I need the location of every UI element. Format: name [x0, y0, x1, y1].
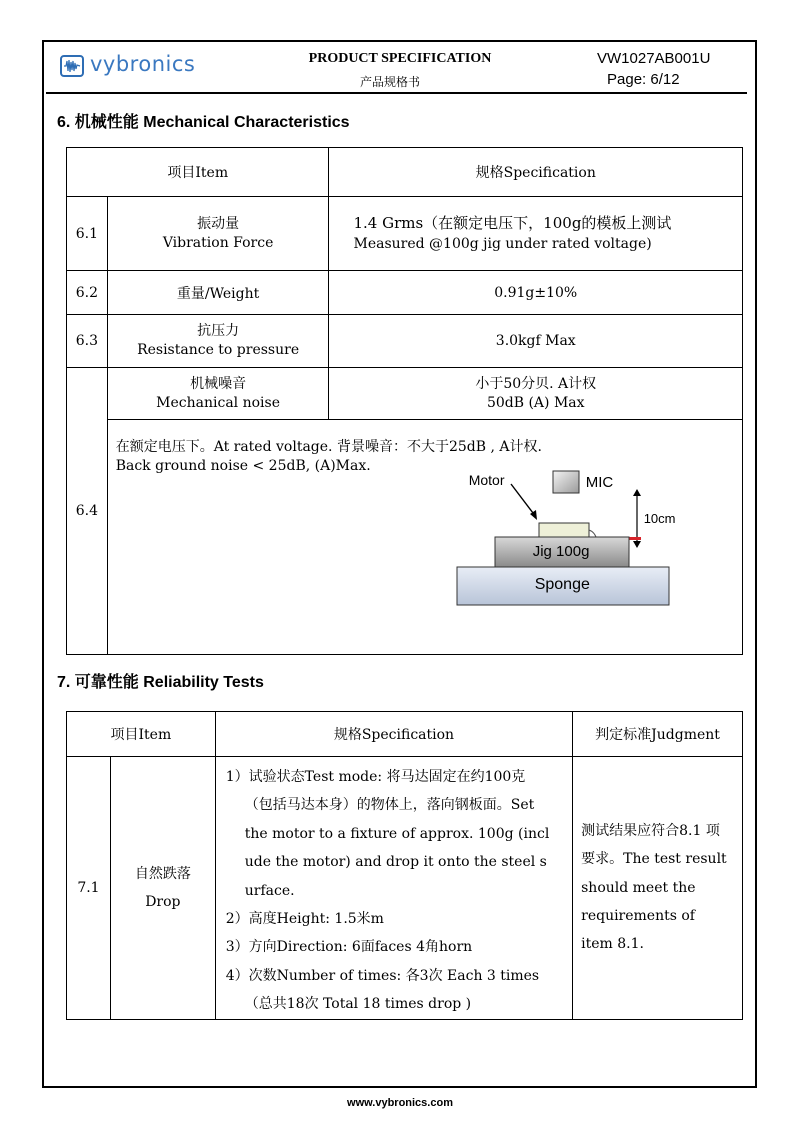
table-header-row: [67, 148, 743, 197]
logo-waveform-icon: [60, 55, 84, 77]
header-judgment: 判定标准Judgment: [573, 712, 743, 757]
item-cell: [107, 315, 329, 368]
row-number: 6.1: [67, 197, 108, 271]
item-en: Drop: [145, 893, 181, 910]
page-number: Page: 6/12: [607, 71, 680, 88]
mechanical-characteristics-table: [66, 147, 743, 655]
noise-test-diagram: [451, 470, 691, 635]
judgment-line: requirements of: [581, 908, 695, 925]
document-title-cn: 产品规格书: [359, 75, 420, 89]
drop-spec-cell: [215, 757, 572, 1020]
item-en: Mechanical noise: [156, 394, 280, 411]
row-number: 6.4: [67, 368, 108, 655]
sponge-label: Sponge: [534, 576, 590, 593]
spec-line: 3）方向Direction: 6面faces 4角horn: [225, 939, 473, 956]
distance-arrow-bottom: [633, 541, 641, 548]
row-number: 7.1: [67, 757, 111, 1020]
table-row: [67, 368, 743, 420]
vybronics-logo: [60, 52, 220, 79]
spec-line: ude the motor) and drop it onto the steel s: [244, 854, 547, 871]
header-item: 项目Item: [67, 712, 216, 757]
spec-line: 4）次数Number of times: 各3次 Each 3 times: [225, 967, 540, 984]
item-cn: 机械噪音: [190, 375, 247, 392]
spec-line: the motor to a fixture of approx. 100g (incl: [244, 825, 550, 842]
judgment-line: 要求。The test result: [581, 851, 727, 868]
noise-test-row: [67, 420, 743, 655]
spec-line: 1.4 Grms（在额定电压下，100g的模板上测试: [353, 213, 672, 232]
item-cn: 自然跌落: [134, 865, 191, 882]
spec-cell: [329, 368, 743, 420]
table-row: [67, 315, 743, 368]
logo-text: vybronics: [90, 52, 196, 76]
item-cell: [107, 368, 329, 420]
item-cell: [110, 757, 215, 1020]
section-7-title: 7. 可靠性能 Reliability Tests: [57, 674, 264, 691]
item-cell: 重量/Weight: [107, 271, 329, 315]
header-divider: [46, 92, 747, 94]
spec-line: urface.: [244, 882, 295, 899]
spec-line: 50dB (A) Max: [486, 394, 585, 411]
footer-url: www.vybronics.com: [347, 1097, 453, 1109]
judgment-line: 测试结果应符合8.1 项: [581, 822, 720, 839]
spec-line: （包括马达本身）的物体上，落向钢板面。Set: [244, 797, 535, 814]
spec-line: 1）试验状态Test mode: 将马达固定在约100克: [225, 769, 526, 785]
document-title: PRODUCT SPECIFICATION: [308, 51, 492, 66]
note-line: Back ground noise < 25dB, (A)Max.: [115, 458, 371, 474]
item-cell: [107, 197, 329, 271]
item-en: Resistance to pressure: [137, 342, 300, 358]
mic-block: [553, 471, 579, 493]
distance-arrow-top: [633, 489, 641, 496]
spec-line: （总共18次 Total 18 times drop ): [244, 996, 472, 1013]
row-number: 6.2: [67, 271, 108, 315]
spec-cell: [329, 197, 743, 271]
spec-line: 2）高度Height: 1.5米m: [225, 911, 384, 928]
noise-test-cell: [107, 420, 742, 655]
spec-line: Measured @100g jig under rated voltage): [353, 235, 652, 252]
section-6-title: 6. 机械性能 Mechanical Characteristics: [57, 114, 350, 131]
item-en: Vibration Force: [162, 234, 274, 251]
spec-line: 小于50分贝. A计权: [475, 375, 597, 392]
table-row: [67, 197, 743, 271]
header-item: 项目Item: [67, 148, 329, 197]
table-row: [67, 757, 743, 1020]
spec-cell: 0.91g±10%: [329, 271, 743, 315]
judgment-cell: [573, 757, 743, 1020]
motor-pointer: [511, 484, 533, 513]
judgment-line: should meet the: [581, 879, 696, 896]
motor-block: [539, 523, 589, 537]
row-number: 6.3: [67, 315, 108, 368]
item-cn: 抗压力: [197, 323, 240, 339]
item-cn: 振动量: [197, 215, 240, 232]
document-id: VW1027AB001U: [597, 50, 711, 67]
header-specification: 规格Specification: [329, 148, 743, 197]
table-row: [67, 271, 743, 315]
reliability-tests-table: [66, 711, 743, 1020]
jig-label: Jig 100g: [532, 543, 590, 560]
motor-label: Motor: [468, 472, 505, 488]
note-line: 在额定电压下。At rated voltage. 背景噪音：不大于25dB , A计权.: [115, 439, 542, 455]
table-header-row: [67, 712, 743, 757]
distance-label: 10cm: [643, 511, 676, 526]
spec-cell: 3.0kgf Max: [329, 315, 743, 368]
mic-label: MIC: [585, 474, 614, 491]
header-specification: 规格Specification: [215, 712, 572, 757]
judgment-line: item 8.1.: [581, 936, 644, 953]
